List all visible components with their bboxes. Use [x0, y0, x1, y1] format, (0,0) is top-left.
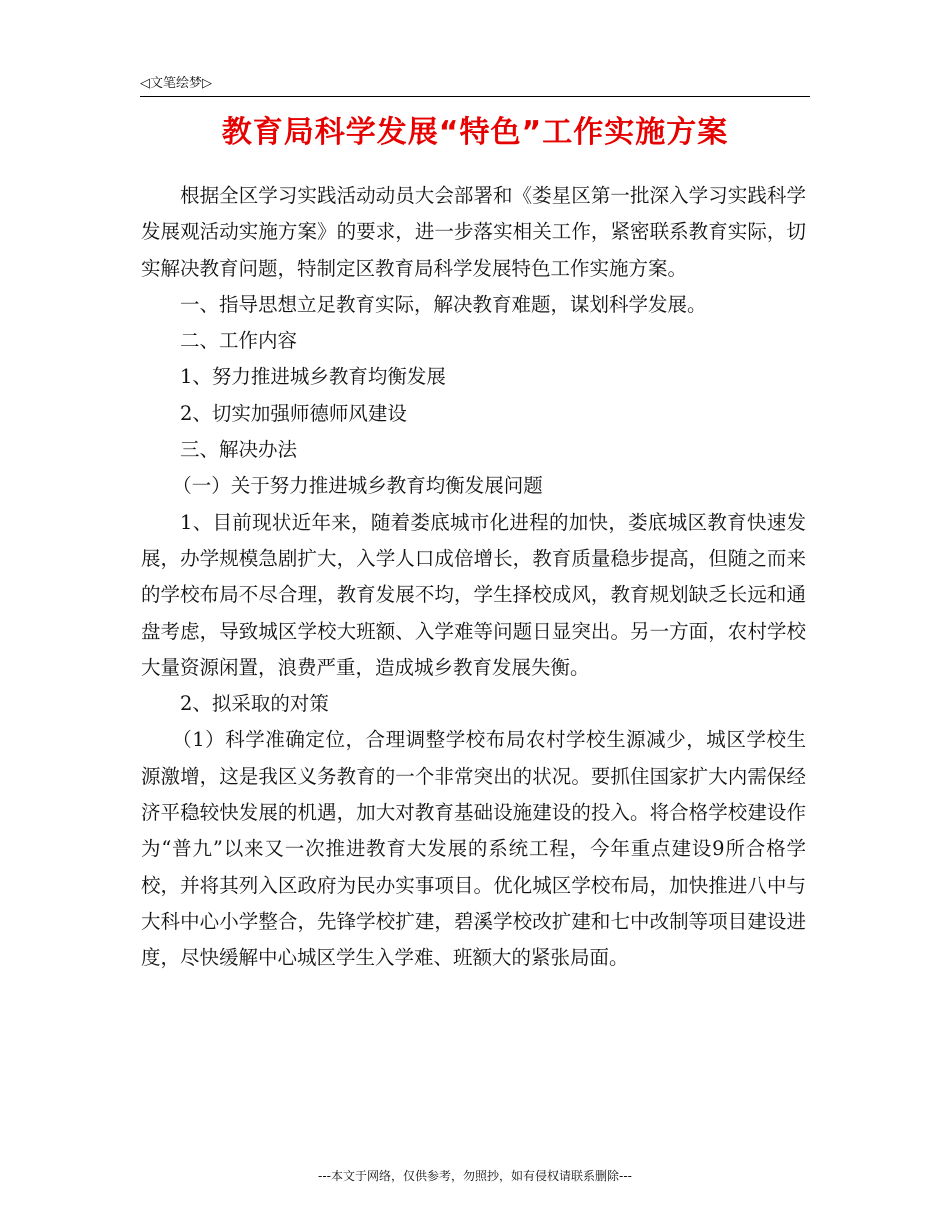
page-header [140, 74, 810, 97]
paragraph-subsection-1: （一）关于努力推进城乡教育均衡发展问题 [172, 474, 543, 498]
paragraph-countermeasures: 2、拟采取的对策 [180, 692, 329, 716]
paragraph-current-status: 1、目前现状近年来，随着娄底城市化进程的加快，娄底城区教育快速发展，办学规模急剧扩大，入学人口成倍增长，教育质量稳步提高，但随之而来的学校布局不尽合理，教育发展不均，学生择校成风，教育规划缺乏长远和通盘考虑，导致城区学校大班额、入学难等问题日显突出。另一方面，农村学校大量资源闲置，浪费严重，造成城乡教育发展失衡。 [141, 510, 806, 679]
paragraph-measure-1: （1）科学准确定位，合理调整学校布局农村学校生源减少，城区学校生源激增，这是我区义务教育的一个非常突出的状况。要抓住国家扩大内需保经济平稳较快发展的机遇，加大对教育基础设施建设的投入。将合格学校建设作为“普九”以来又一次推进教育大发展的系统工程，今年重点建设9所合格学校，并将其列入区政府为民办实事项目。优化城区学校布局，加快推进八中与大科中心小学整合，先锋学校扩建，碧溪学校改扩建和七中改制等项目建设进度，尽快缓解中心城区学生入学难、班额大的紧张局面。 [141, 728, 806, 970]
paragraph-section-3: 三、解决办法 [180, 438, 298, 462]
paragraph-item-1: 1、努力推进城乡教育均衡发展 [180, 365, 446, 389]
document-body [141, 178, 806, 977]
header-brand: ◁文笔绘梦▷ [140, 76, 212, 91]
paragraph-item-2: 2、切实加强师德师风建设 [180, 401, 407, 425]
paragraph-section-2: 二、工作内容 [180, 329, 298, 353]
paragraph-intro: 根据全区学习实践活动动员大会部署和《娄星区第一批深入学习实践科学发展观活动实施方案》的要求，进一步落实相关工作，紧密联系教育实际，切实解决教育问题，特制定区教育局科学发展特色工作实施方案。 [141, 184, 806, 280]
document-title: 教育局科学发展“特色”工作实施方案 [221, 115, 729, 150]
paragraph-section-1: 一、指导思想立足教育实际，解决教育难题，谋划科学发展。 [180, 292, 707, 316]
page-footer: ---本文于网络，仅供参考，勿照抄，如有侵权请联系删除--- [318, 1169, 632, 1183]
